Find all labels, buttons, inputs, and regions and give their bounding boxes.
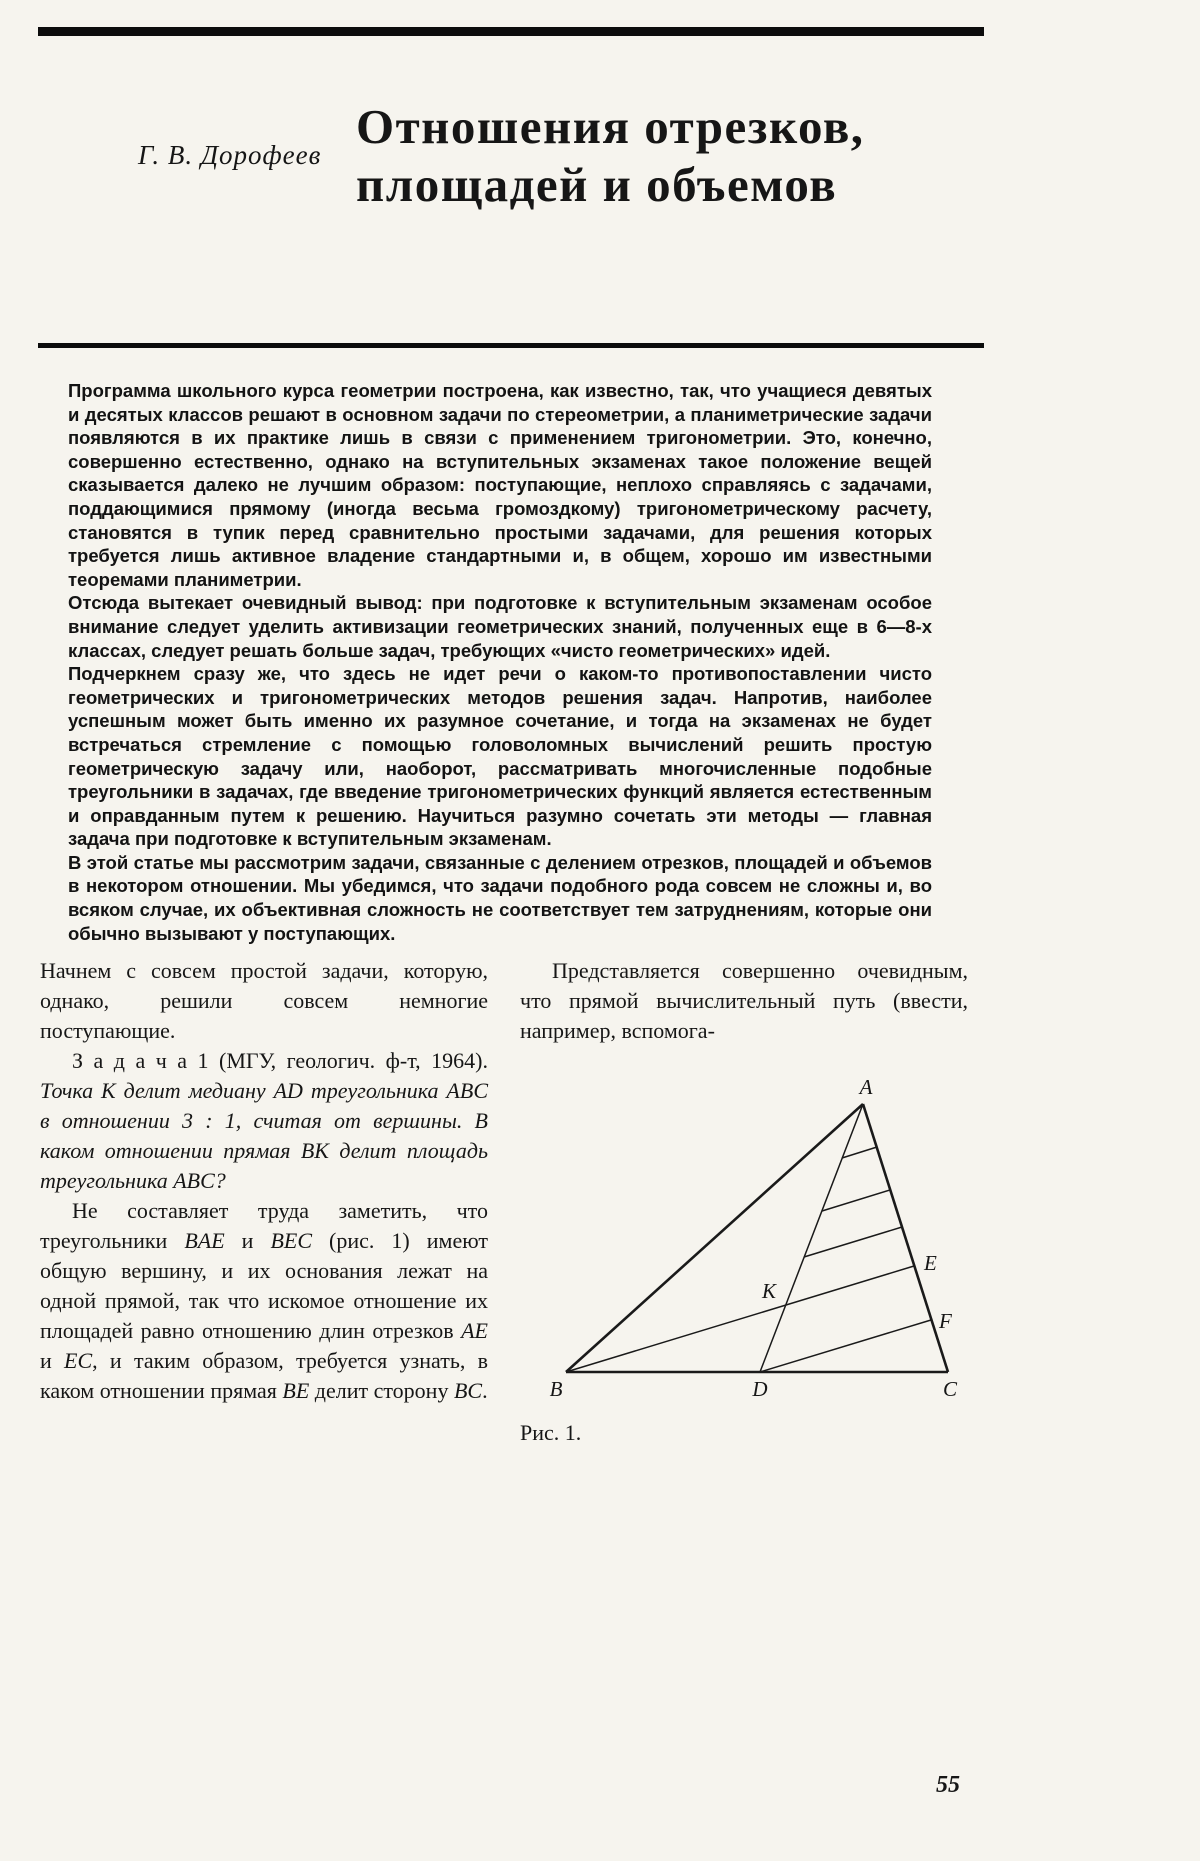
problem-statement: З а д а ч а 1 (МГУ, геологич. ф-т, 1964). Точка K делит медиану AD треугольника ABC в отношении 3 : 1, считая от вершины. В каком отношении прямая BK делит площадь треугольника ABC? [40,1048,488,1193]
body-paragraph: Не составляет труда заметить, что треугольники BAE и BEC (рис. 1) имеют общую вершину, и их основания лежат на одной прямой, так что искомое отношение их площадей равно отношению длин отрезков AE и EC, и таким образом, требуется узнать, в каком отношении прямая BE делит сторону BC. [40,1198,489,1403]
article-title [356,98,865,214]
body-paragraph: Представляется совершенно очевидным, что прямой вычислительный путь (ввести, например, вспомога- [520,958,968,1043]
top-rule [38,27,984,36]
abstract-paragraph: В этой статье мы рассмотрим задачи, связанные с делением отрезков, площадей и объемов в некотором отношении. Мы убедимся, что задачи подобного рода совсем не сложны и, во всяком случае, их объективная сложность не соответствует тем затруднениям, которые они обычно вызывают у поступающих. [68,851,932,944]
segment-DF [760,1320,931,1372]
abstract-paragraph: Подчеркнем сразу же, что здесь не идет речи о каком-то противопоставлении чисто геометрических и тригонометрических методов решения задач. Напротив, наиболее успешным может быть именно их разумное сочетание, и тогда на экзаменах не будет встречаться стремление с помощью головоломных вычислений решить простую геометрическую задачу или, наоборот, рассматривать многочисленные подобные треугольники в задачах, где введение тригонометрических функций является естественным и оправданным путем к решению. Научиться разумно сочетать эти методы — главная задача при подготовке к вступительным экзаменам. [68,663,932,850]
abstract-paragraph: Программа школьного курса геометрии построена, как известно, так, что учащиеся девятых и десятых классов решают в основном задачи по стереометрии, а планиметрические задачи появляются в их практике лишь в связи с применением тригонометрии. Это, конечно, совершенно естественно, однако на вступительных экзаменах такое положение вещей сказывается далеко не лучшим образом: поступающие, неплохо справляясь с задачами, поддающимися прямому (иногда весьма громоздкому) тригонометрическому расчету, становятся в тупик перед сравнительно простыми задачами, для решения которых требуется лишь активное владение стандартными и, в общем, хорошо им известными теоремами планиметрии. [68,380,932,590]
right-column [520,956,968,1046]
figure-caption: Рис. 1. [520,1420,582,1445]
median-AD [760,1104,863,1372]
parallel-line [842,1147,877,1158]
label-B: B [549,1377,563,1401]
article-title-line1: Отношения отрезков, [356,99,865,154]
abstract-block [68,379,932,945]
label-K: K [761,1279,776,1303]
article-title-line2: площадей и объемов [356,157,838,212]
left-column [40,956,488,1406]
parallel-line [804,1227,902,1257]
page-number: 55 [936,1772,960,1798]
parallel-line [822,1190,890,1211]
mid-rule [38,343,984,348]
triangle-diagram [518,1072,1000,1422]
cevian-BE [566,1266,914,1372]
label-F: F [939,1309,952,1333]
label-D: D [752,1377,768,1401]
label-A: A [859,1075,873,1099]
body-paragraph: Начнем с совсем простой задачи, которую, однако, решили совсем немногие поступающие. [40,958,488,1043]
figure-1 [518,1072,1000,1422]
label-E: E [924,1251,937,1275]
abstract-paragraph: Отсюда вытекает очевидный вывод: при подготовке к вступительным экзаменам особое внимание следует уделить активизации геометрических знаний, полученных еще в 6—8-х классах, следует решать больше задач, требующих «чисто геометрических» идей. [68,592,932,661]
label-C: C [942,1377,958,1401]
author-name: Г. В. Дорофеев [138,140,322,170]
